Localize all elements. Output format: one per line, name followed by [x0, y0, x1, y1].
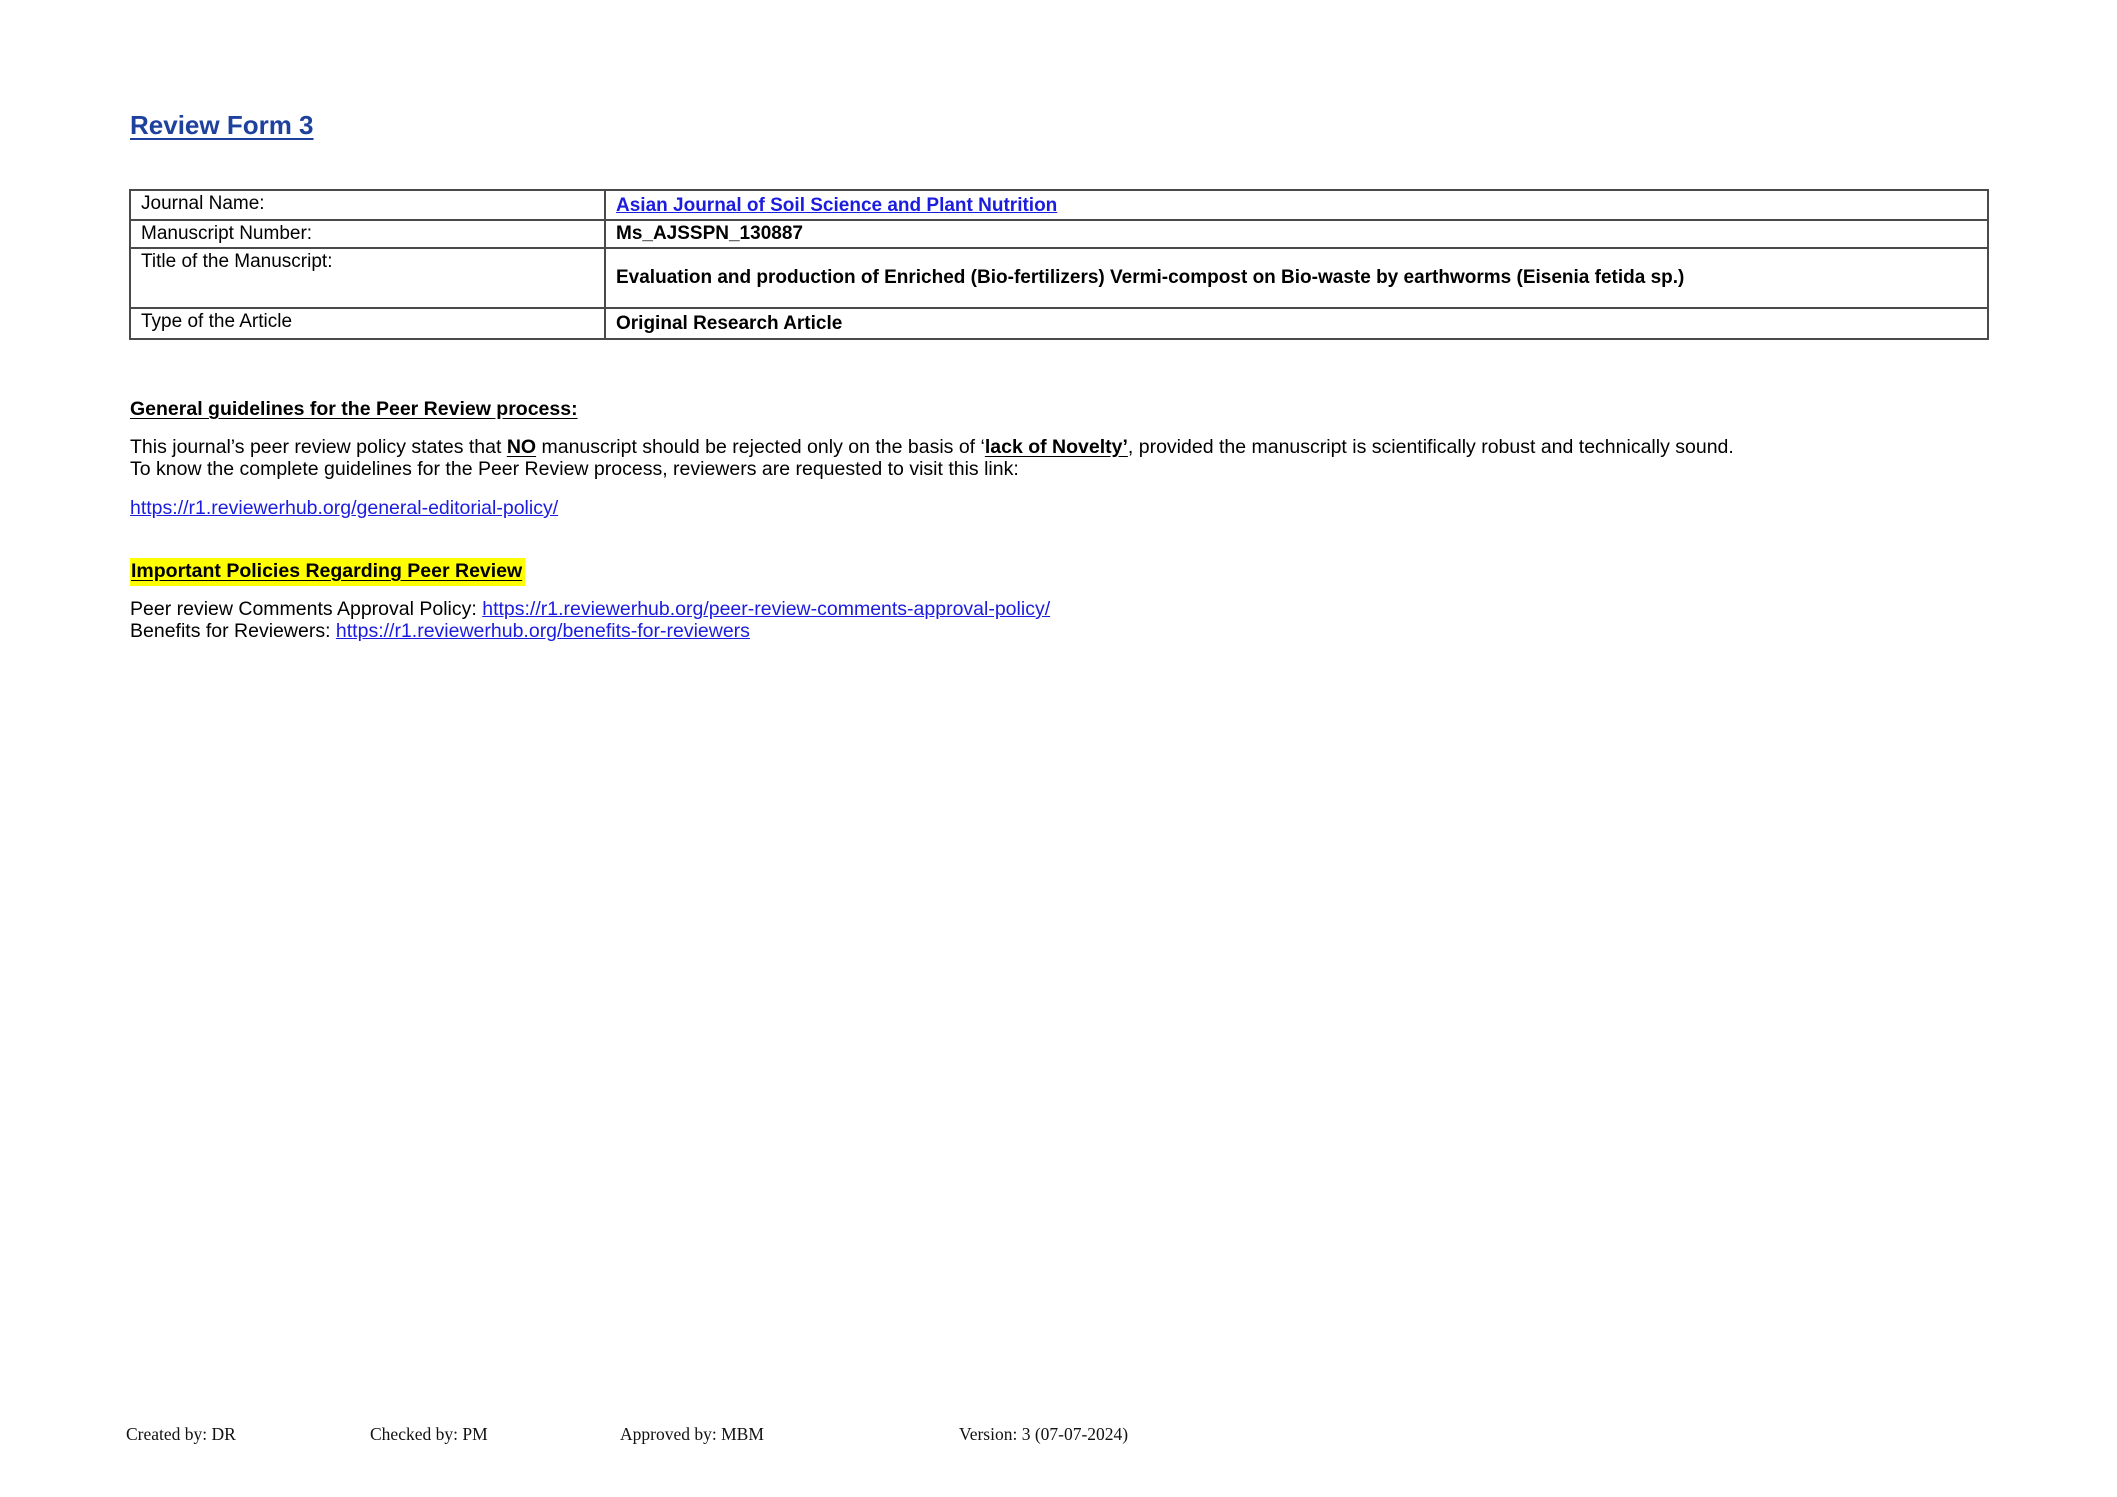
manuscript-info-table: [129, 189, 1989, 340]
general-editorial-policy-link[interactable]: https://r1.reviewerhub.org/general-editorial-policy/: [130, 497, 559, 519]
article-type-value: Original Research Article: [605, 308, 1988, 339]
benefits-link[interactable]: https://r1.reviewerhub.org/benefits-for-reviewers: [335, 619, 750, 642]
guidelines-text-start: This journal’s peer review policy states that: [130, 436, 507, 458]
journal-name-link[interactable]: Asian Journal of Soil Science and Plant Nutrition: [616, 195, 1058, 216]
table-row-manuscript-title: [130, 248, 1988, 308]
guidelines-line2: To know the complete guidelines for the Peer Review process, reviewers are requested to visit this link:: [130, 458, 1019, 480]
guidelines-text-mid: manuscript should be rejected only on the basis of ‘: [536, 436, 985, 458]
manuscript-number-label: Manuscript Number:: [130, 220, 605, 248]
page-footer: [0, 1424, 2117, 1450]
guidelines-text-end: , provided the manuscript is scientifically robust and technically sound.: [1127, 436, 1734, 458]
journal-name-label: Journal Name:: [130, 190, 605, 220]
important-policies-heading: Important Policies Regarding Peer Review: [130, 558, 525, 586]
policies-links-block: [130, 599, 1050, 642]
guidelines-paragraph: [130, 436, 2050, 480]
guidelines-novelty-emphasis: lack of Novelty’: [984, 436, 1128, 458]
benefits-label: Benefits for Reviewers:: [130, 619, 336, 642]
footer-created-by: Created by: DR: [126, 1424, 236, 1444]
footer-approved-by: Approved by: MBM: [620, 1424, 764, 1444]
footer-version: Version: 3 (07-07-2024): [959, 1424, 1129, 1444]
table-row-manuscript-number: [130, 220, 1988, 248]
manuscript-title-value: Evaluation and production of Enriched (Bio-fertilizers) Vermi-compost on Bio-waste by earthworms (Eisenia fetida sp.): [605, 248, 1988, 308]
page-title: Review Form 3: [130, 110, 314, 140]
guidelines-heading: General guidelines for the Peer Review process:: [130, 398, 578, 420]
article-type-label: Type of the Article: [130, 308, 605, 339]
footer-checked-by: Checked by: PM: [370, 1424, 488, 1444]
manuscript-number-value: Ms_AJSSPN_130887: [605, 220, 1988, 248]
approval-policy-link[interactable]: https://r1.reviewerhub.org/peer-review-comments-approval-policy/: [482, 598, 1051, 620]
approval-policy-label: Peer review Comments Approval Policy:: [130, 598, 483, 620]
table-row-journal-name: [130, 190, 1988, 220]
guidelines-no-emphasis: NO: [506, 436, 537, 458]
manuscript-title-label: Title of the Manuscript:: [130, 248, 605, 308]
table-row-article-type: [130, 308, 1988, 339]
